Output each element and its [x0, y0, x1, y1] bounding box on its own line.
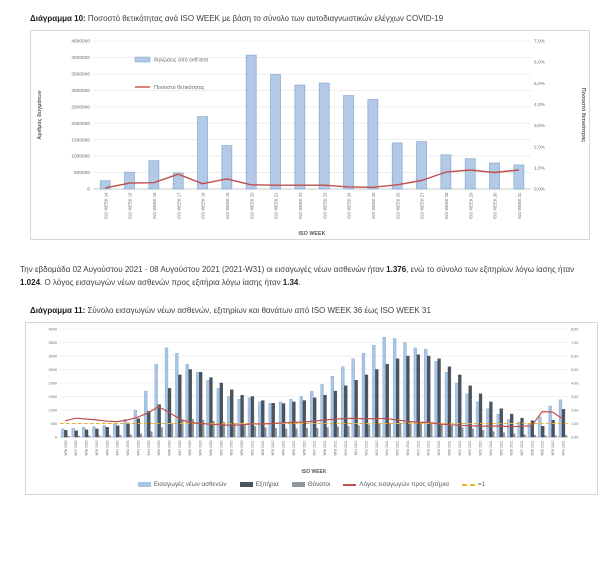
- svg-text:3000000: 3000000: [71, 88, 90, 94]
- svg-text:2000000: 2000000: [71, 121, 90, 127]
- svg-text:ISO WEEK 23: ISO WEEK 23: [322, 192, 328, 220]
- svg-text:W19 2021: W19 2021: [437, 440, 442, 456]
- svg-text:W47 2020: W47 2020: [177, 440, 182, 456]
- svg-text:2,00: 2,00: [571, 408, 579, 413]
- paragraph-text: . Ο λόγος εισαγωγών νέων ασθενών προς εξιτήρια λόγω ίασης ήταν: [40, 277, 283, 287]
- svg-text:W05 2021: W05 2021: [291, 440, 296, 456]
- svg-text:ISO WEEK 30: ISO WEEK 30: [492, 192, 498, 220]
- admissions-bars: [61, 337, 562, 437]
- svg-text:W36 2020: W36 2020: [63, 440, 68, 456]
- x-axis-labels: [103, 189, 522, 219]
- svg-text:8,00: 8,00: [571, 327, 579, 332]
- svg-text:W25 2021: W25 2021: [499, 440, 504, 456]
- svg-text:ISO WEEK 26: ISO WEEK 26: [395, 192, 401, 220]
- svg-text:ISO WEEK 15: ISO WEEK 15: [127, 192, 133, 220]
- svg-text:W16 2021: W16 2021: [405, 440, 410, 456]
- figure11-title-prefix: Διάγραμμα 11:: [30, 305, 86, 315]
- svg-text:7,00: 7,00: [571, 340, 579, 345]
- svg-text:500000: 500000: [73, 171, 90, 177]
- svg-text:W30 2021: W30 2021: [551, 440, 556, 456]
- svg-text:W07 2021: W07 2021: [312, 440, 317, 456]
- svg-text:1,0%: 1,0%: [534, 166, 545, 172]
- svg-text:W24 2021: W24 2021: [488, 440, 493, 456]
- svg-text:2,0%: 2,0%: [534, 145, 545, 151]
- svg-text:2500: 2500: [48, 367, 57, 372]
- svg-text:2500000: 2500000: [71, 105, 90, 111]
- svg-text:W23 2021: W23 2021: [478, 440, 483, 456]
- svg-text:ISO WEEK 19: ISO WEEK 19: [224, 192, 230, 220]
- svg-text:W40 2020: W40 2020: [105, 440, 110, 456]
- svg-text:3500: 3500: [48, 340, 57, 345]
- svg-text:ISO WEEK 28: ISO WEEK 28: [443, 192, 449, 220]
- x-axis-labels: [64, 437, 566, 456]
- right-axis-title: Ποσοστό θετικότητας: [580, 87, 586, 143]
- figure11-title-text: Σύνολο εισαγωγών νέων ασθενών, εξιτηρίων και θανάτων από ISO WEEK 36 έως ISO WEEK 31: [85, 305, 431, 315]
- figure10-title: [30, 14, 600, 23]
- svg-text:W28 2021: W28 2021: [530, 440, 535, 456]
- legend-item-reference: [462, 481, 485, 488]
- svg-text:1000000: 1000000: [71, 154, 90, 160]
- svg-text:W03 2021: W03 2021: [271, 440, 276, 456]
- svg-text:ISO WEEK 17: ISO WEEK 17: [176, 192, 182, 220]
- svg-text:0,0%: 0,0%: [534, 187, 545, 193]
- svg-text:W17 2021: W17 2021: [416, 440, 421, 456]
- legend-item-ratio: [343, 481, 449, 488]
- legend-swatch-reference: [462, 484, 475, 486]
- admissions-count: 1.376: [386, 265, 407, 274]
- discharges-bars: [64, 354, 565, 436]
- figure11-chart-canvas: [26, 323, 597, 477]
- svg-text:ISO WEEK 22: ISO WEEK 22: [297, 192, 303, 220]
- svg-text:W45 2020: W45 2020: [157, 440, 162, 456]
- svg-text:W38 2020: W38 2020: [84, 440, 89, 456]
- svg-text:0,00: 0,00: [571, 435, 579, 440]
- legend-swatch-ratio: [343, 484, 356, 486]
- svg-text:W10 2021: W10 2021: [343, 440, 348, 456]
- x-axis-title: ISO WEEK: [298, 231, 326, 237]
- svg-text:W29 2021: W29 2021: [540, 440, 545, 456]
- figure10-chart: [30, 30, 590, 240]
- svg-text:W37 2020: W37 2020: [74, 440, 79, 456]
- svg-text:4000000: 4000000: [71, 56, 90, 62]
- svg-text:W48 2020: W48 2020: [188, 440, 193, 456]
- svg-text:1500: 1500: [48, 394, 57, 399]
- svg-text:ISO WEEK 16: ISO WEEK 16: [151, 192, 157, 220]
- x-axis-title: ISO WEEK: [301, 468, 327, 475]
- svg-text:3,0%: 3,0%: [534, 124, 545, 130]
- svg-text:4000: 4000: [48, 327, 57, 332]
- svg-text:W31 2021: W31 2021: [561, 440, 566, 456]
- legend-label-deaths: Θάνατοι: [307, 481, 331, 489]
- svg-text:ISO WEEK 21: ISO WEEK 21: [273, 192, 279, 220]
- svg-text:W42 2020: W42 2020: [126, 440, 131, 456]
- svg-text:1,00: 1,00: [571, 421, 579, 426]
- figure11-title: [30, 306, 600, 315]
- svg-text:W52 2020: W52 2020: [229, 440, 234, 456]
- svg-text:ISO WEEK 25: ISO WEEK 25: [370, 192, 376, 220]
- figure10-title-text: Ποσοστό θετικότητας ανά ISO WEEK με βάση το σύνολο των αυτοδιαγνωστικών ελέγχων COVID-19: [85, 14, 444, 23]
- paragraph-text: , ενώ το σύνολο των εξιτηρίων λόγω ίασης ήταν: [406, 265, 575, 274]
- figure11-chart: [25, 322, 598, 495]
- svg-text:ISO WEEK 27: ISO WEEK 27: [419, 192, 425, 220]
- svg-text:W49 2020: W49 2020: [198, 440, 203, 456]
- svg-text:0: 0: [87, 187, 90, 193]
- svg-text:W50 2020: W50 2020: [208, 440, 213, 456]
- selftest-bars: [100, 55, 524, 189]
- svg-text:ISO WEEK 24: ISO WEEK 24: [346, 192, 352, 220]
- svg-text:W08 2021: W08 2021: [323, 440, 328, 456]
- ratio-value: 1.34: [282, 277, 299, 287]
- legend-label-discharges: Εξιτήρια: [255, 481, 279, 489]
- legend-swatch-admissions: [138, 482, 151, 487]
- legend-label-ratio: Λόγος εισαγωγών προς εξιτήρια: [359, 481, 449, 489]
- legend-swatch-deaths: [292, 482, 305, 487]
- paragraph-text: Την εβδομάδα 02 Αυγούστου 2021 - 08 Αυγούστου 2021 (2021-W31) οι εισαγωγές νέων ασθενών ήταν: [20, 265, 387, 274]
- svg-text:W09 2021: W09 2021: [333, 440, 338, 456]
- svg-text:500: 500: [50, 421, 57, 426]
- svg-text:0: 0: [54, 435, 57, 440]
- discharges-count: 1.024: [20, 277, 41, 287]
- svg-text:2000: 2000: [48, 381, 57, 386]
- svg-text:W44 2020: W44 2020: [146, 440, 151, 456]
- svg-text:ISO WEEK 31: ISO WEEK 31: [516, 192, 522, 220]
- svg-text:W51 2020: W51 2020: [219, 440, 224, 456]
- svg-text:W02 2021: W02 2021: [260, 440, 265, 456]
- svg-text:3000: 3000: [48, 354, 57, 359]
- svg-text:W43 2020: W43 2020: [136, 440, 141, 456]
- legend-label-positivity: Ποσοστό θετικότητας: [154, 85, 205, 91]
- legend-swatch-discharges: [240, 482, 253, 487]
- figure10-chart-canvas: [31, 31, 589, 239]
- svg-text:1000: 1000: [48, 408, 57, 413]
- paragraph-text: .: [298, 277, 301, 287]
- summary-paragraph: [20, 264, 586, 290]
- svg-text:W06 2021: W06 2021: [302, 440, 307, 456]
- svg-text:W13 2021: W13 2021: [374, 440, 379, 456]
- svg-text:3,00: 3,00: [571, 394, 579, 399]
- svg-text:W14 2021: W14 2021: [385, 440, 390, 456]
- svg-text:5,00: 5,00: [571, 367, 579, 372]
- svg-text:W18 2021: W18 2021: [426, 440, 431, 456]
- svg-text:7,0%: 7,0%: [534, 39, 545, 45]
- svg-text:ISO WEEK 14: ISO WEEK 14: [103, 192, 109, 220]
- svg-text:W41 2020: W41 2020: [115, 440, 120, 456]
- svg-text:W04 2021: W04 2021: [281, 440, 286, 456]
- svg-text:ISO WEEK 18: ISO WEEK 18: [200, 192, 206, 220]
- svg-text:W46 2020: W46 2020: [167, 440, 172, 456]
- legend-item-deaths: [292, 481, 331, 488]
- svg-text:W22 2021: W22 2021: [468, 440, 473, 456]
- svg-text:W01 2021: W01 2021: [250, 440, 255, 456]
- figure11-legend: [26, 478, 597, 492]
- svg-text:W26 2021: W26 2021: [509, 440, 514, 456]
- svg-text:W12 2021: W12 2021: [364, 440, 369, 456]
- legend-label-reference: =1: [478, 481, 486, 489]
- svg-text:6,0%: 6,0%: [534, 60, 545, 66]
- svg-text:3500000: 3500000: [71, 72, 90, 78]
- svg-text:W53 2020: W53 2020: [240, 440, 245, 456]
- left-axis-title: Αριθμός δειγμάτων: [37, 90, 43, 140]
- legend-label-selftest: δηλώσεις από self-test: [154, 57, 209, 64]
- svg-text:1500000: 1500000: [71, 138, 90, 144]
- svg-text:ISO WEEK 29: ISO WEEK 29: [468, 192, 474, 220]
- svg-text:5,0%: 5,0%: [534, 81, 545, 87]
- legend-item-admissions: [138, 481, 227, 488]
- svg-text:W15 2021: W15 2021: [395, 440, 400, 456]
- figure10-title-prefix: Διάγραμμα 10:: [30, 14, 86, 23]
- svg-text:W21 2021: W21 2021: [457, 440, 462, 456]
- svg-text:W11 2021: W11 2021: [354, 440, 359, 455]
- svg-text:4,0%: 4,0%: [534, 103, 545, 109]
- svg-text:4,00: 4,00: [571, 381, 579, 386]
- legend-swatch-selftest: [135, 57, 150, 62]
- svg-text:W20 2021: W20 2021: [447, 440, 452, 456]
- svg-text:W27 2021: W27 2021: [519, 440, 524, 456]
- svg-text:ISO WEEK 20: ISO WEEK 20: [249, 192, 255, 220]
- svg-text:6,00: 6,00: [571, 354, 579, 359]
- svg-text:4500000: 4500000: [71, 39, 90, 45]
- legend-label-admissions: Εισαγωγές νέων ασθενών: [153, 481, 227, 489]
- legend-item-discharges: [240, 481, 279, 488]
- svg-text:W39 2020: W39 2020: [94, 440, 99, 456]
- report-page: [0, 14, 600, 495]
